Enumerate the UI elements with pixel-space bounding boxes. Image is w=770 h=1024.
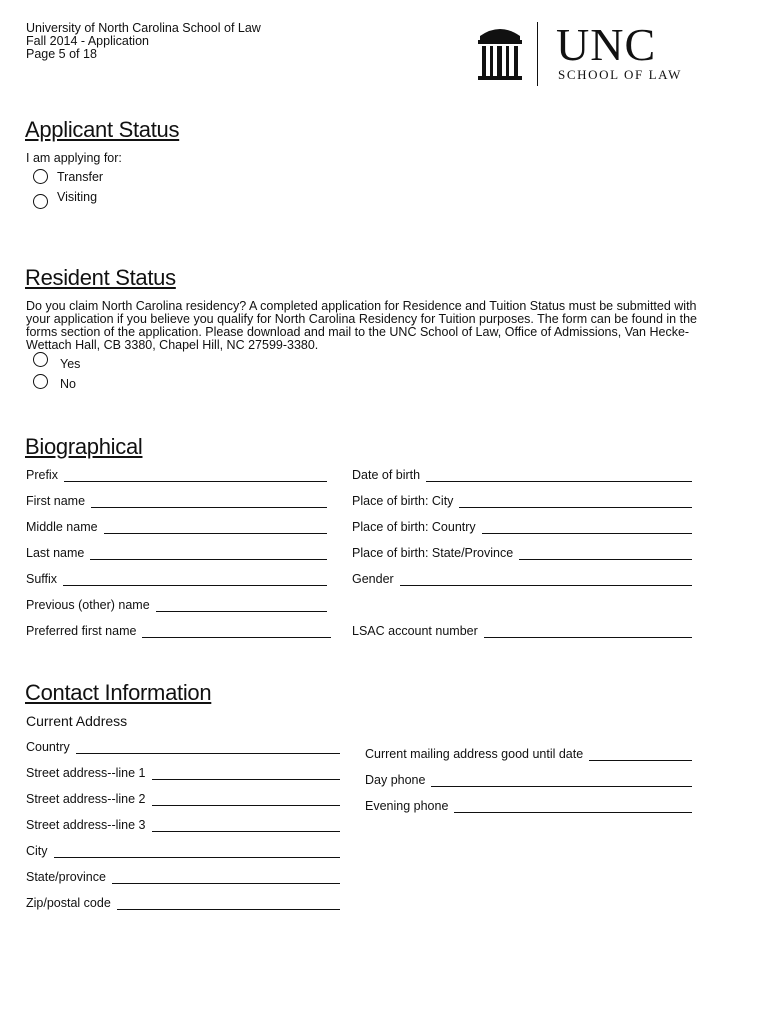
field-line[interactable] [63, 573, 327, 586]
radio-transfer[interactable] [33, 169, 48, 184]
field-line[interactable] [142, 625, 331, 638]
field-label: Place of birth: State/Province [352, 546, 514, 560]
field-line[interactable] [112, 871, 340, 884]
header-line-3: Page 5 of 18 [26, 47, 97, 61]
middle-name-field[interactable] [26, 518, 327, 534]
field-label: Middle name [26, 520, 98, 534]
section-title-resident-status: Resident Status [25, 265, 176, 290]
field-label: First name [26, 494, 86, 508]
lsac-account-field[interactable] [352, 622, 692, 638]
field-label: Country [26, 740, 70, 754]
day-phone-field[interactable] [365, 771, 692, 787]
field-line[interactable] [519, 547, 692, 560]
field-line[interactable] [76, 741, 340, 754]
field-line[interactable] [152, 793, 340, 806]
evening-phone-field[interactable] [365, 797, 692, 813]
radio-visiting[interactable] [33, 194, 48, 209]
last-name-field[interactable] [26, 544, 327, 560]
field-label: Last name [26, 546, 85, 560]
field-line[interactable] [152, 819, 340, 832]
date-of-birth-field[interactable] [352, 466, 692, 482]
header-line-1: University of North Carolina School of Law [26, 21, 261, 35]
field-line[interactable] [90, 547, 327, 560]
radio-visiting-label: Visiting [57, 190, 98, 204]
field-line[interactable] [64, 469, 327, 482]
radio-no[interactable] [33, 374, 48, 389]
street-line-1-field[interactable] [26, 764, 340, 780]
field-line[interactable] [156, 599, 327, 612]
street-line-2-field[interactable] [26, 790, 340, 806]
field-label: Suffix [26, 572, 58, 586]
field-line[interactable] [484, 625, 692, 638]
field-line[interactable] [454, 800, 692, 813]
field-line[interactable] [400, 573, 692, 586]
field-label: LSAC account number [352, 624, 478, 638]
current-address-subtitle: Current Address [26, 713, 128, 729]
field-label: Preferred first name [26, 624, 137, 638]
field-label: Place of birth: Country [352, 520, 476, 534]
section-title-biographical: Biographical [25, 434, 143, 459]
logo-divider [537, 22, 538, 86]
field-label: Street address--line 2 [26, 792, 146, 806]
field-line[interactable] [426, 469, 692, 482]
birth-city-field[interactable] [352, 492, 692, 508]
residency-para-line: Do you claim North Carolina residency? A completed application for Residence and Tuition Status must be submitted with [26, 299, 697, 313]
section-title-contact-information: Contact Information [25, 680, 212, 705]
field-label: Gender [352, 572, 394, 586]
city-field[interactable] [26, 842, 340, 858]
applying-for-prompt: I am applying for: [26, 151, 122, 165]
preferred-first-name-field[interactable] [26, 622, 331, 638]
zip-postal-code-field[interactable] [26, 894, 340, 910]
field-label: Prefix [26, 468, 58, 482]
prefix-field[interactable] [26, 466, 327, 482]
field-line[interactable] [104, 521, 327, 534]
radio-yes[interactable] [33, 352, 48, 367]
radio-no-label: No [60, 377, 76, 391]
field-line[interactable] [482, 521, 692, 534]
field-line[interactable] [152, 767, 340, 780]
mailing-good-until-field[interactable] [365, 745, 692, 761]
field-line[interactable] [54, 845, 340, 858]
residency-para-line: forms section of the application. Please download and mail to the UNC School of Law, Office of Admissions, Van Hecke- [26, 325, 690, 339]
radio-yes-label: Yes [60, 357, 81, 371]
field-label: Zip/postal code [26, 896, 111, 910]
field-label: Current mailing address good until date [365, 747, 584, 761]
field-label: Previous (other) name [26, 598, 150, 612]
section-title-applicant-status: Applicant Status [25, 117, 180, 142]
field-label: City [26, 844, 48, 858]
birth-country-field[interactable] [352, 518, 692, 534]
field-label: Date of birth [352, 468, 421, 482]
header-line-2: Fall 2014 - Application [26, 34, 149, 48]
field-label: Evening phone [365, 799, 449, 813]
birth-state-field[interactable] [352, 544, 692, 560]
field-label: Street address--line 3 [26, 818, 146, 832]
field-label: Day phone [365, 773, 426, 787]
gender-field[interactable] [352, 570, 692, 586]
field-label: State/province [26, 870, 106, 884]
residency-para-line: Wettach Hall, CB 3380, Chapel Hill, NC 27599-3380. [26, 338, 319, 352]
suffix-field[interactable] [26, 570, 327, 586]
first-name-field[interactable] [26, 492, 327, 508]
country-field[interactable] [26, 738, 340, 754]
residency-paragraph [26, 300, 716, 352]
previous-name-field[interactable] [26, 596, 327, 612]
field-line[interactable] [117, 897, 340, 910]
residency-para-line: your application if you believe you qualify for North Carolina Residency for Tuition purposes. The form can be found in the [26, 312, 697, 326]
field-label: Place of birth: City [352, 494, 454, 508]
logo-unc-text: UNC [556, 19, 657, 70]
field-line[interactable] [91, 495, 327, 508]
old-well-icon [476, 22, 524, 82]
field-line[interactable] [431, 774, 692, 787]
logo-school-text: SCHOOL OF LAW [558, 67, 683, 82]
field-label: Street address--line 1 [26, 766, 146, 780]
radio-transfer-label: Transfer [57, 170, 104, 184]
field-line[interactable] [589, 748, 692, 761]
state-province-field[interactable] [26, 868, 340, 884]
street-line-3-field[interactable] [26, 816, 340, 832]
field-line[interactable] [459, 495, 692, 508]
